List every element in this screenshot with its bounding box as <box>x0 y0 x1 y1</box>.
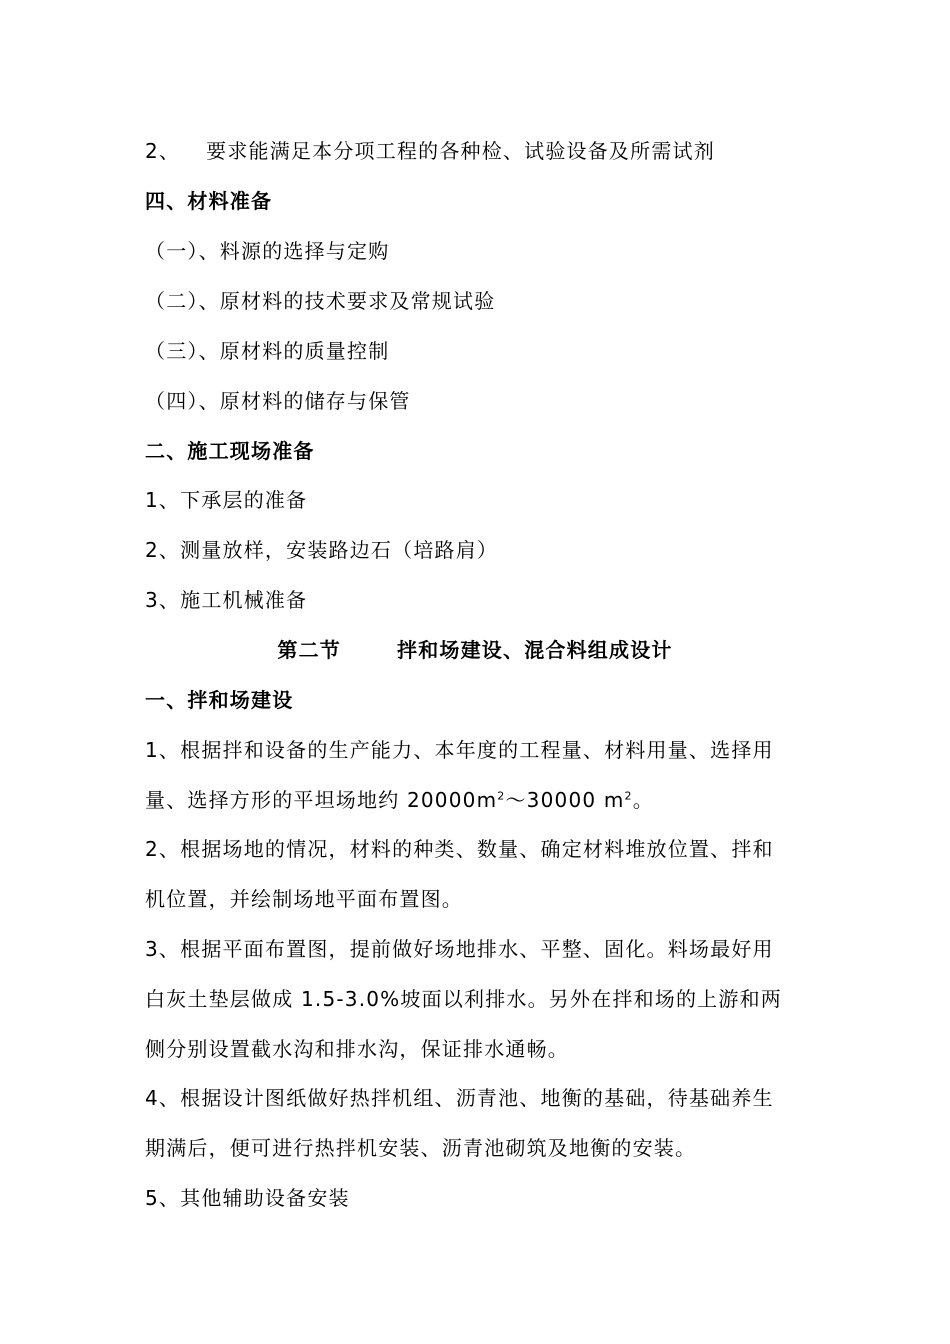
materials-item-4: （四）、原材料的储存与保管 <box>145 389 411 413</box>
para-3-line-3: 侧分别设置截水沟和排水沟，保证排水通畅。 <box>145 1037 569 1061</box>
para-5: 5、其他辅助设备安装 <box>145 1186 350 1210</box>
heading-mixing-plant: 一、拌和场建设 <box>145 688 294 712</box>
para-4-line-2: 期满后，便可进行热拌机安装、沥青池砌筑及地衡的安装。 <box>145 1136 697 1160</box>
para-1-line-2 <box>145 786 810 814</box>
site-item-3: 3、施工机械准备 <box>145 588 308 612</box>
section-title-text: 拌和场建设、混合料组成设计 <box>397 638 673 662</box>
para-1-end: 。 <box>632 788 654 812</box>
para-1-area-range: ～30000 m <box>505 788 625 812</box>
site-item-2: 2、测量放样，安装路边石（培路肩） <box>145 538 499 562</box>
heading-materials: 四、材料准备 <box>145 189 273 213</box>
site-item-1: 1、下承层的准备 <box>145 488 308 512</box>
materials-item-2: （二）、原材料的技术要求及常规试验 <box>145 289 496 313</box>
para-4-line-1: 4、根据设计图纸做好热拌机组、沥青池、地衡的基础，待基础养生 <box>145 1086 774 1110</box>
para-1-area-text: 量、选择方形的平坦场地约 20000m <box>145 788 498 812</box>
item-2-text: 要求能满足本分项工程的各种检、试验设备及所需试剂 <box>206 139 715 163</box>
para-2-line-2: 机位置，并绘制场地平面布置图。 <box>145 887 463 911</box>
para-1-line-1: 1、根据拌和设备的生产能力、本年度的工程量、材料用量、选择用 <box>145 738 774 762</box>
section-title <box>0 636 950 664</box>
materials-item-3: （三）、原材料的质量控制 <box>145 339 390 363</box>
item-2-tests <box>145 137 715 165</box>
superscript-2: 2 <box>497 789 506 803</box>
para-3-line-2: 白灰土垫层做成 1.5-3.0%坡面以利排水。另外在拌和场的上游和两 <box>145 987 782 1011</box>
materials-item-1: （一）、料源的选择与定购 <box>145 239 390 263</box>
heading-site-preparation: 二、施工现场准备 <box>145 439 315 463</box>
para-2-line-1: 2、根据场地的情况，材料的种类、数量、确定材料堆放位置、拌和 <box>145 837 774 861</box>
para-3-line-1: 3、根据平面布置图，提前做好场地排水、平整、固化。料场最好用 <box>145 937 774 961</box>
item-2-number: 2、 <box>145 139 181 163</box>
superscript-2: 2 <box>624 789 633 803</box>
section-number: 第二节 <box>277 638 341 662</box>
